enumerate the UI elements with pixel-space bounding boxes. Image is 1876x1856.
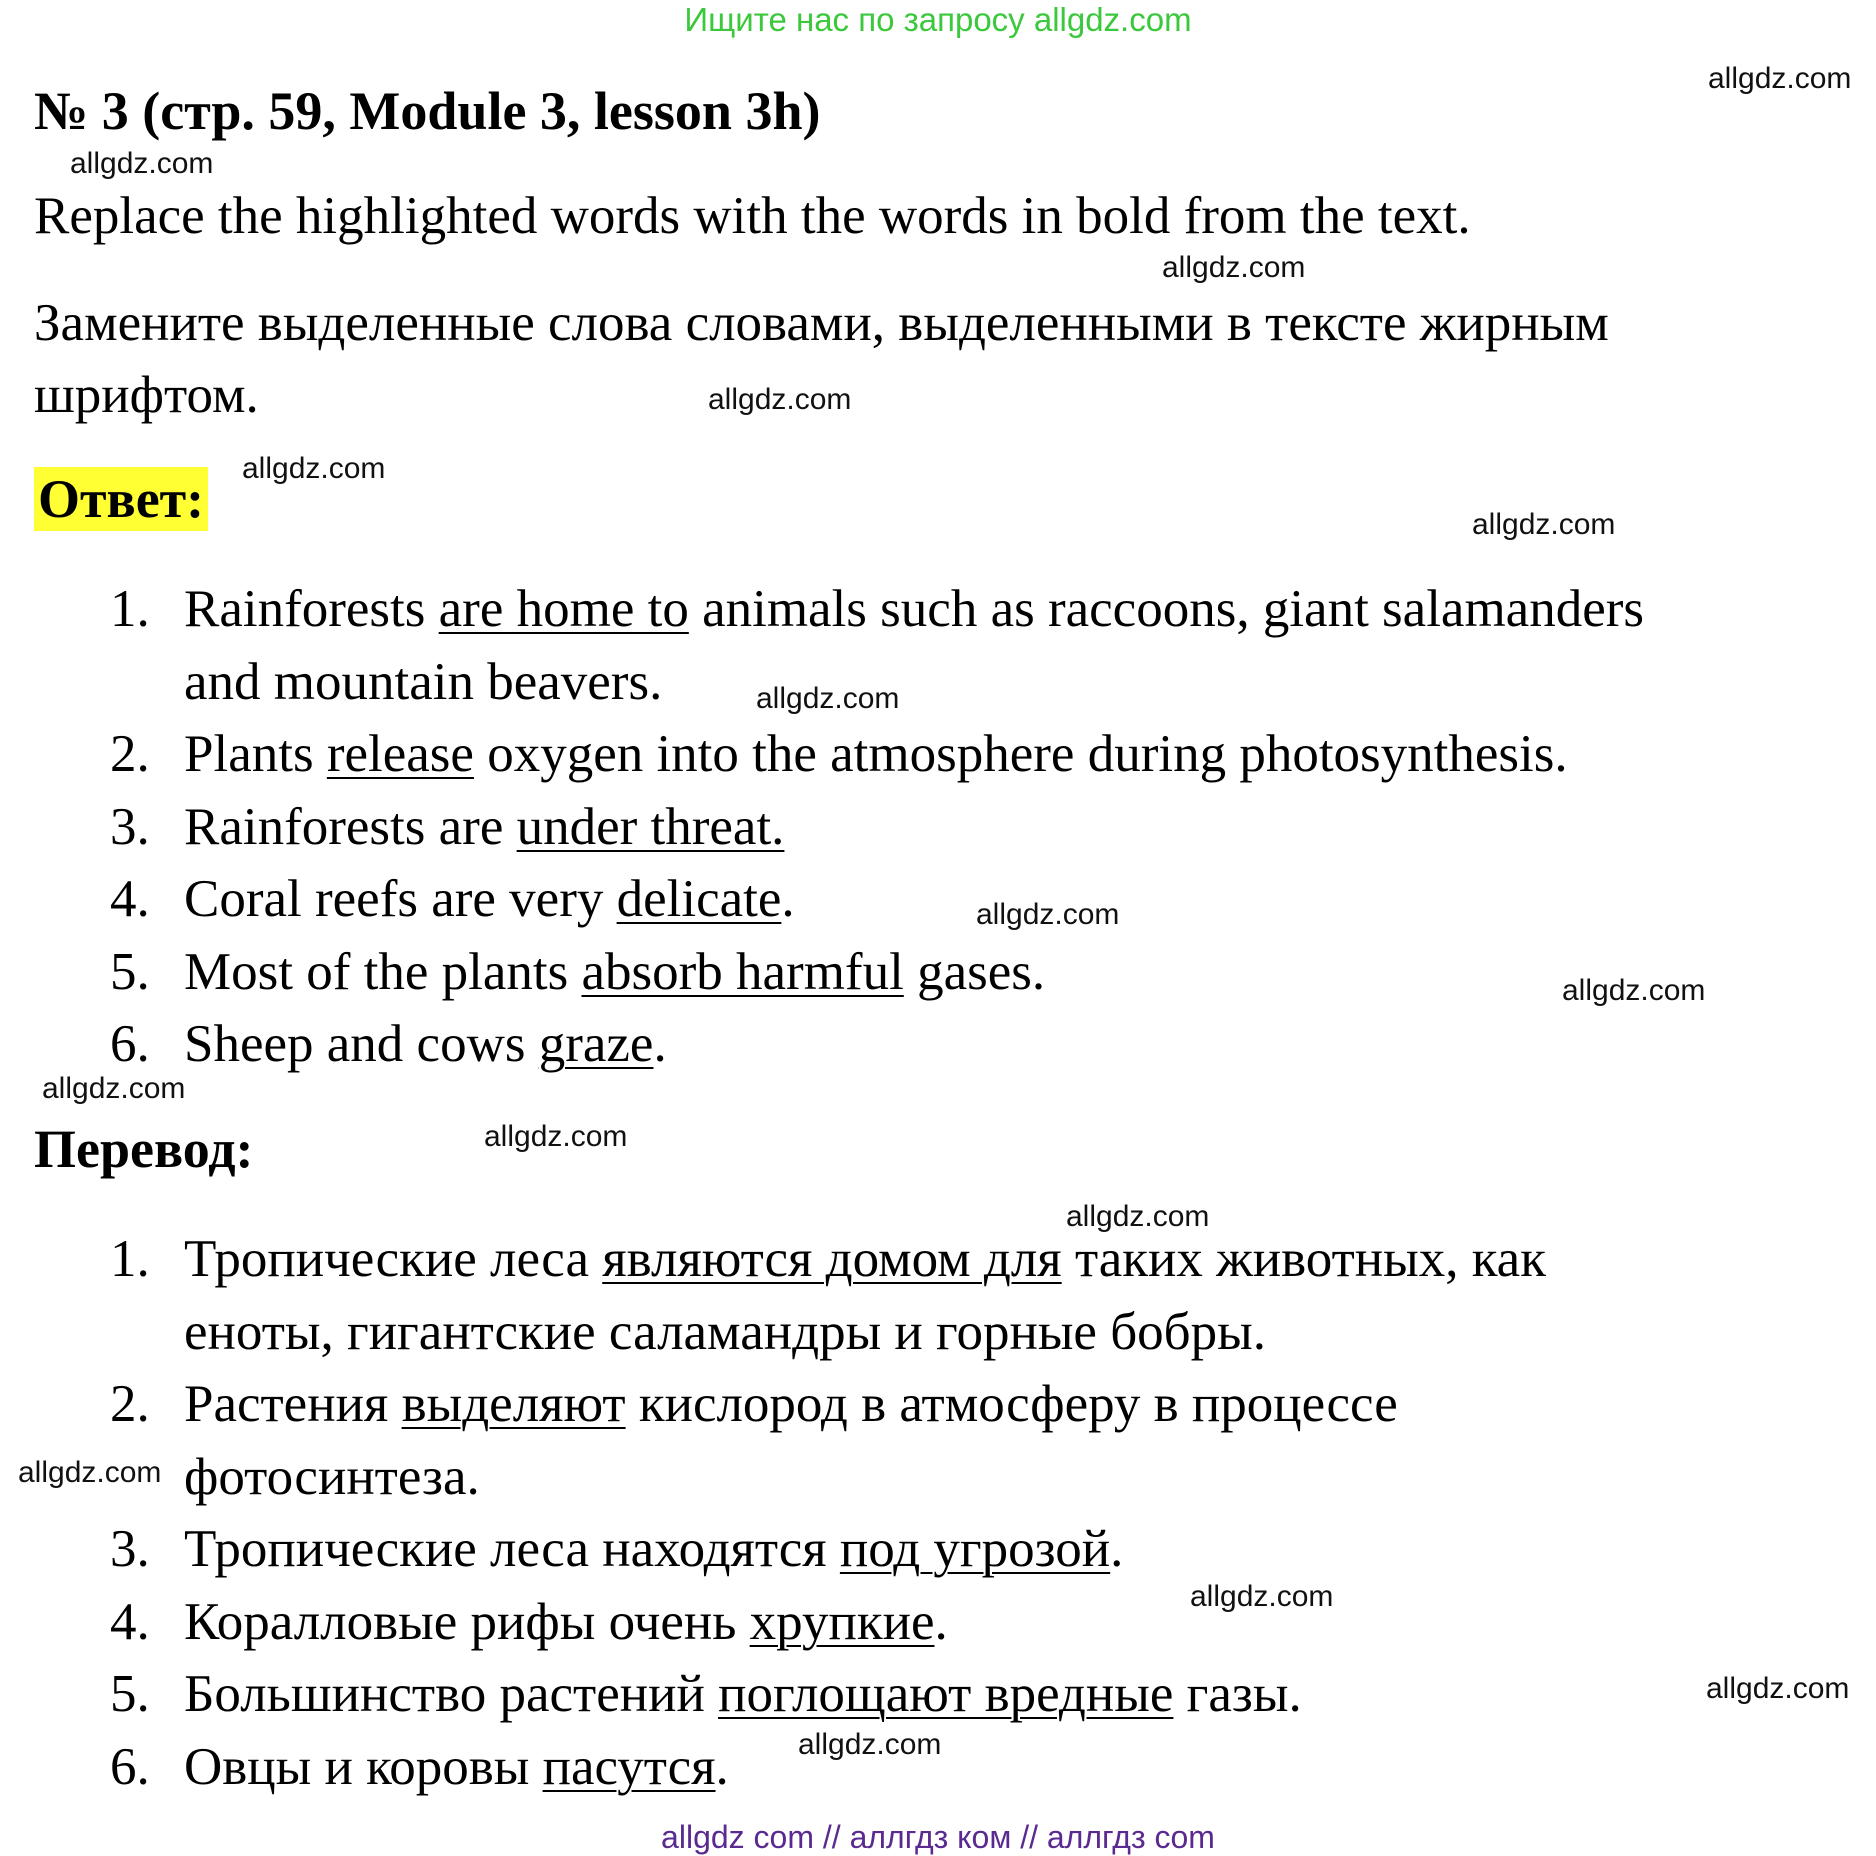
instruction-russian-line1: Замените выделенные слова словами, выделенными в тексте жирным <box>34 294 1609 352</box>
item-number: 4. <box>110 1592 150 1651</box>
answer-item <box>110 1008 1850 1081</box>
translation-item <box>110 1658 1850 1731</box>
translation-item <box>110 1368 1850 1513</box>
item-number: 3. <box>110 797 150 856</box>
item-text: Sheep and cows <box>184 1015 539 1073</box>
watermark: allgdz.com <box>18 1456 162 1489</box>
translation-list <box>110 1223 1850 1803</box>
instruction-english: Replace the highlighted words with the words in bold from the text. <box>34 187 1471 245</box>
highlighted-phrase: хрупкие <box>749 1592 935 1651</box>
item-text: gases. <box>903 942 1046 1001</box>
item-text: . <box>653 1015 667 1073</box>
translation-item <box>110 1586 1850 1659</box>
item-number: 2. <box>110 1375 150 1433</box>
watermark: allgdz.com <box>42 1072 186 1105</box>
item-number: 2. <box>110 725 150 783</box>
item-number: 1. <box>110 1230 150 1288</box>
item-text: Тропические леса находятся <box>184 1520 840 1578</box>
watermark: allgdz.com <box>1708 62 1852 95</box>
footer-links: allgdz com // аллгдз ком // аллгдз com <box>661 1819 1215 1855</box>
page-title: № 3 (стр. 59, Module 3, lesson 3h) <box>34 81 821 141</box>
highlighted-phrase: are home to <box>438 580 689 638</box>
item-text: газы. <box>1173 1665 1302 1723</box>
item-text: Тропические леса <box>184 1230 603 1288</box>
item-number: 4. <box>110 870 150 928</box>
item-text: . <box>934 1592 948 1651</box>
item-text: animals such as raccoons, giant salamanders <box>688 580 1644 638</box>
highlighted-phrase: пасутся <box>542 1737 716 1796</box>
item-text: oxygen into the atmosphere during photosynthesis. <box>473 725 1568 783</box>
translation-label: Перевод: <box>34 1119 254 1179</box>
highlighted-phrase: graze <box>538 1015 654 1073</box>
item-text: Most of the plants <box>184 942 582 1001</box>
highlighted-phrase: под угрозой <box>839 1520 1111 1578</box>
answer-item <box>110 718 1850 791</box>
translation-item <box>110 1731 1850 1804</box>
highlighted-phrase: delicate <box>616 870 782 928</box>
item-number: 1. <box>110 580 150 638</box>
translation-item <box>110 1223 1850 1368</box>
highlighted-phrase: выделяют <box>401 1375 626 1433</box>
watermark: allgdz.com <box>756 682 900 715</box>
item-text: . <box>715 1737 729 1796</box>
watermark: allgdz.com <box>1706 1672 1850 1705</box>
watermark: allgdz.com <box>708 383 852 416</box>
item-text: Plants <box>184 725 327 783</box>
item-text: Coral reefs are very <box>184 870 617 928</box>
item-text: Большинство растений <box>184 1665 719 1723</box>
answer-item <box>110 791 1850 864</box>
watermark: allgdz.com <box>1472 508 1616 541</box>
item-text: кислород в атмосферу в процессе <box>625 1375 1398 1433</box>
item-text: Коралловые рифы очень <box>184 1592 750 1651</box>
translation-item <box>110 1513 1850 1586</box>
watermark: allgdz.com <box>484 1120 628 1153</box>
highlighted-phrase: являются домом для <box>602 1230 1062 1288</box>
item-text: таких животных, как <box>1061 1230 1546 1288</box>
highlighted-phrase: absorb harmful <box>581 942 904 1001</box>
item-text-continued: фотосинтеза. <box>184 1447 480 1506</box>
item-text-continued: еноты, гигантские саламандры и горные бобры. <box>184 1302 1266 1361</box>
answer-label: Ответ: <box>34 467 208 531</box>
item-number: 6. <box>110 1015 150 1073</box>
item-text: Овцы и коровы <box>184 1737 543 1796</box>
highlighted-phrase: release <box>326 725 474 783</box>
highlighted-phrase: поглощают вредные <box>718 1665 1174 1723</box>
item-text: . <box>1110 1520 1124 1578</box>
watermark: allgdz.com <box>1190 1580 1334 1613</box>
watermark: allgdz.com <box>1562 974 1706 1007</box>
instruction-russian-line2: шрифтом. <box>34 366 259 424</box>
watermark: allgdz.com <box>1162 251 1306 284</box>
watermark: allgdz.com <box>70 147 214 180</box>
watermark: allgdz.com <box>242 452 386 485</box>
watermark: allgdz.com <box>798 1728 942 1761</box>
item-number: 6. <box>110 1737 150 1796</box>
highlighted-phrase: under threat. <box>516 797 785 856</box>
watermark: allgdz.com <box>976 898 1120 931</box>
item-number: 5. <box>110 942 150 1001</box>
item-text: Растения <box>184 1375 402 1433</box>
answer-item <box>110 573 1850 718</box>
item-text: . <box>781 870 795 928</box>
item-number: 5. <box>110 1665 150 1723</box>
item-text: Rainforests are <box>184 797 517 856</box>
item-text-continued: and mountain beavers. <box>184 652 663 711</box>
watermark: allgdz.com <box>1066 1200 1210 1233</box>
item-text: Rainforests <box>184 580 439 638</box>
top-banner: Ищите нас по запросу allgdz.com <box>684 1 1192 38</box>
item-number: 3. <box>110 1520 150 1578</box>
